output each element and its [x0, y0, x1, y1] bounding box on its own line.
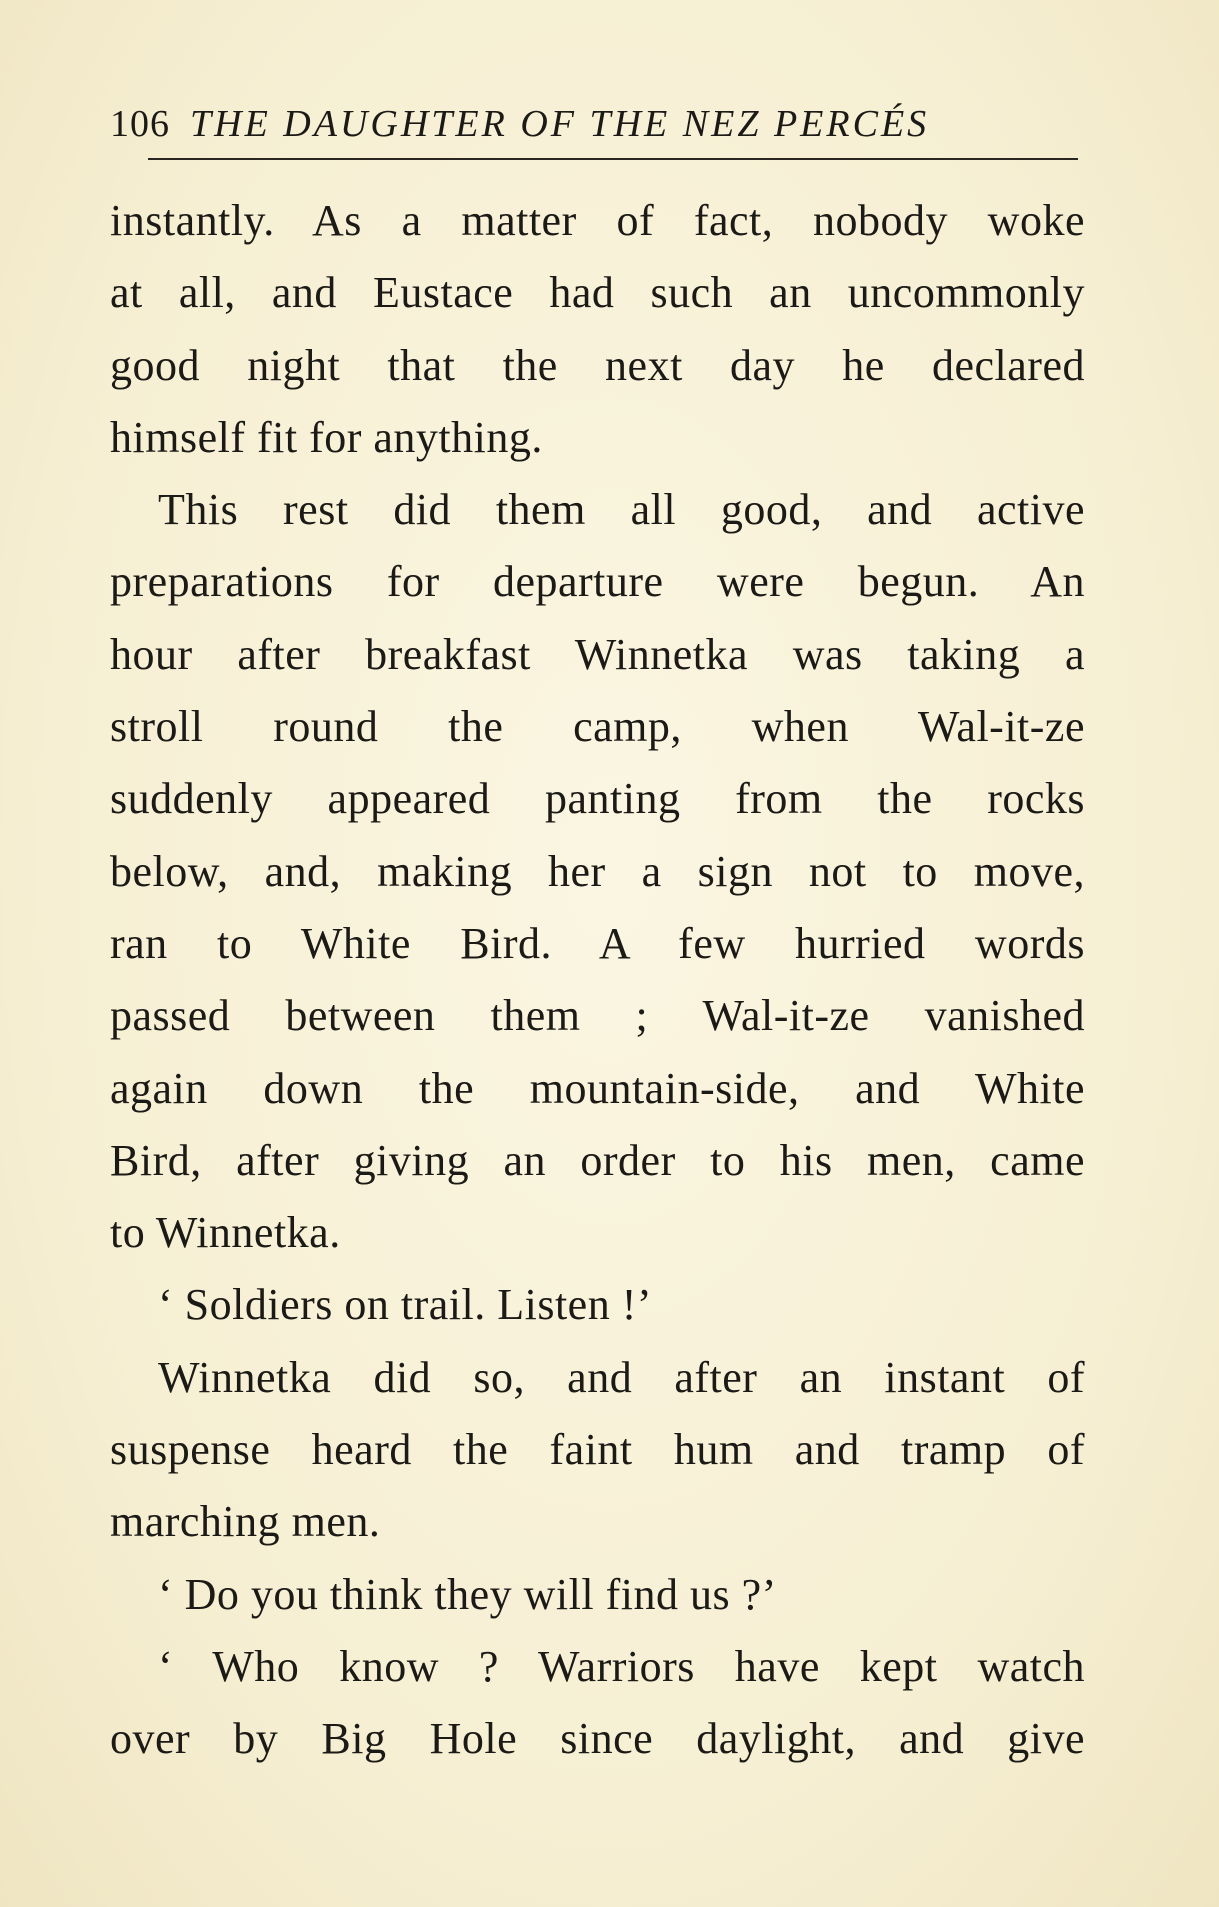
text-line: ran to White Bird. A few hurried words — [110, 918, 1085, 968]
text-line: at all, and Eustace had such an uncommonly — [110, 268, 1085, 318]
text-line: preparations for departure were begun. An — [110, 557, 1085, 607]
text-line: ‘ Do you think they will find us ?’ — [158, 1569, 777, 1619]
text-line: stroll round the camp, when Wal-it-ze — [110, 702, 1085, 752]
text-line: ‘ Who know ? Warriors have kept watch — [158, 1641, 1085, 1691]
text-line: suddenly appeared panting from the rocks — [110, 774, 1085, 824]
text-line: good night that the next day he declared — [110, 340, 1085, 390]
text-line: hour after breakfast Winnetka was taking a — [110, 629, 1085, 679]
text-line: This rest did them all good, and active — [158, 485, 1085, 535]
header-rule — [148, 158, 1078, 160]
body-text — [110, 185, 1085, 1776]
text-line: himself fit for anything. — [110, 412, 543, 462]
text-line: Bird, after giving an order to his men, came — [110, 1135, 1085, 1185]
running-head — [110, 98, 1090, 150]
text-line: again down the mountain-side, and White — [110, 1063, 1085, 1113]
page-number: 106 — [110, 103, 170, 145]
text-line: suspense heard the faint hum and tramp of — [110, 1425, 1085, 1475]
text-line: Winnetka did so, and after an instant of — [158, 1352, 1085, 1402]
text-line: to Winnetka. — [110, 1208, 341, 1258]
text-line: marching men. — [110, 1497, 381, 1547]
running-head-title: THE DAUGHTER OF THE NEZ PERCÉS — [190, 103, 930, 145]
text-line: passed between them ; Wal-it-ze vanished — [110, 991, 1085, 1041]
text-line: over by Big Hole since daylight, and give — [110, 1714, 1085, 1764]
text-line: instantly. As a matter of fact, nobody woke — [110, 196, 1085, 245]
text-line: ‘ Soldiers on trail. Listen !’ — [158, 1280, 653, 1330]
text-line: below, and, making her a sign not to move, — [110, 846, 1085, 896]
